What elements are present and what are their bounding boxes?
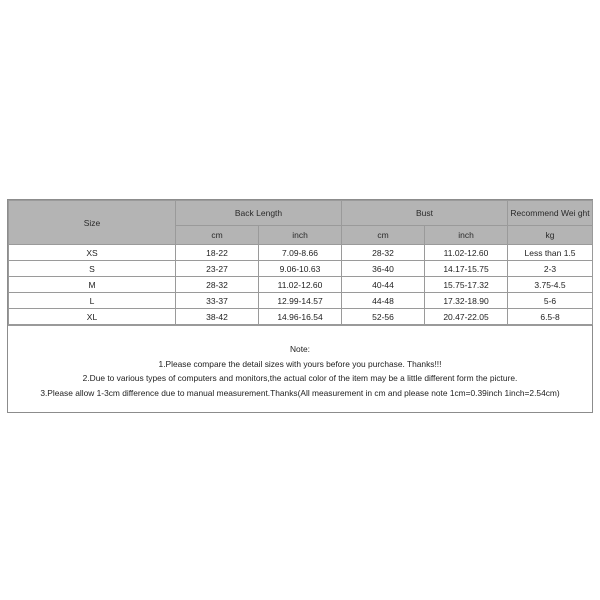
table-row [9, 309, 593, 325]
cell-bust-cm: 36-40 [342, 261, 425, 277]
header-bust: Bust [342, 201, 508, 226]
cell-back-inch: 14.96-16.54 [259, 309, 342, 325]
cell-back-cm: 23-27 [176, 261, 259, 277]
size-chart [7, 199, 593, 413]
cell-size: XS [9, 245, 176, 261]
cell-back-inch: 9.06-10.63 [259, 261, 342, 277]
size-table [8, 200, 593, 325]
cell-bust-cm: 44-48 [342, 293, 425, 309]
cell-kg: Less than 1.5 [508, 245, 593, 261]
cell-bust-inch: 11.02-12.60 [425, 245, 508, 261]
cell-size: L [9, 293, 176, 309]
header-kg: kg [508, 226, 593, 245]
note-line-1: 1.Please compare the detail sizes with yours before you purchase. Thanks!!! [158, 358, 442, 369]
header-back-cm: cm [176, 226, 259, 245]
note-line-3: 3.Please allow 1-3cm difference due to manual measurement.Thanks(All measurement in cm and please note 1cm=0.39inch 1inch=2.54cm) [40, 387, 560, 398]
header-back-inch: inch [259, 226, 342, 245]
header-recommend-weight: Recommend Wei ght [508, 201, 593, 226]
cell-back-inch: 7.09-8.66 [259, 245, 342, 261]
header-back-length: Back Length [176, 201, 342, 226]
note-title: Note: [289, 344, 311, 354]
cell-back-cm: 38-42 [176, 309, 259, 325]
table-row [9, 261, 593, 277]
cell-back-cm: 28-32 [176, 277, 259, 293]
cell-kg: 6.5-8 [508, 309, 593, 325]
cell-bust-inch: 20.47-22.05 [425, 309, 508, 325]
cell-bust-inch: 17.32-18.90 [425, 293, 508, 309]
cell-back-cm: 33-37 [176, 293, 259, 309]
cell-size: M [9, 277, 176, 293]
cell-kg: 2-3 [508, 261, 593, 277]
cell-bust-inch: 15.75-17.32 [425, 277, 508, 293]
cell-bust-inch: 14.17-15.75 [425, 261, 508, 277]
header-size: Size [9, 201, 176, 245]
cell-bust-cm: 28-32 [342, 245, 425, 261]
cell-back-inch: 12.99-14.57 [259, 293, 342, 309]
cell-size: S [9, 261, 176, 277]
cell-size: XL [9, 309, 176, 325]
notes-section [8, 325, 592, 412]
cell-bust-cm: 52-56 [342, 309, 425, 325]
table-row [9, 245, 593, 261]
cell-kg: 5-6 [508, 293, 593, 309]
cell-bust-cm: 40-44 [342, 277, 425, 293]
header-bust-inch: inch [425, 226, 508, 245]
cell-back-cm: 18-22 [176, 245, 259, 261]
cell-back-inch: 11.02-12.60 [259, 277, 342, 293]
cell-kg: 3.75-4.5 [508, 277, 593, 293]
header-bust-cm: cm [342, 226, 425, 245]
table-row [9, 293, 593, 309]
table-row [9, 277, 593, 293]
note-line-2: 2.Due to various types of computers and monitors,the actual color of the item may be a little different form the picture. [82, 373, 518, 383]
